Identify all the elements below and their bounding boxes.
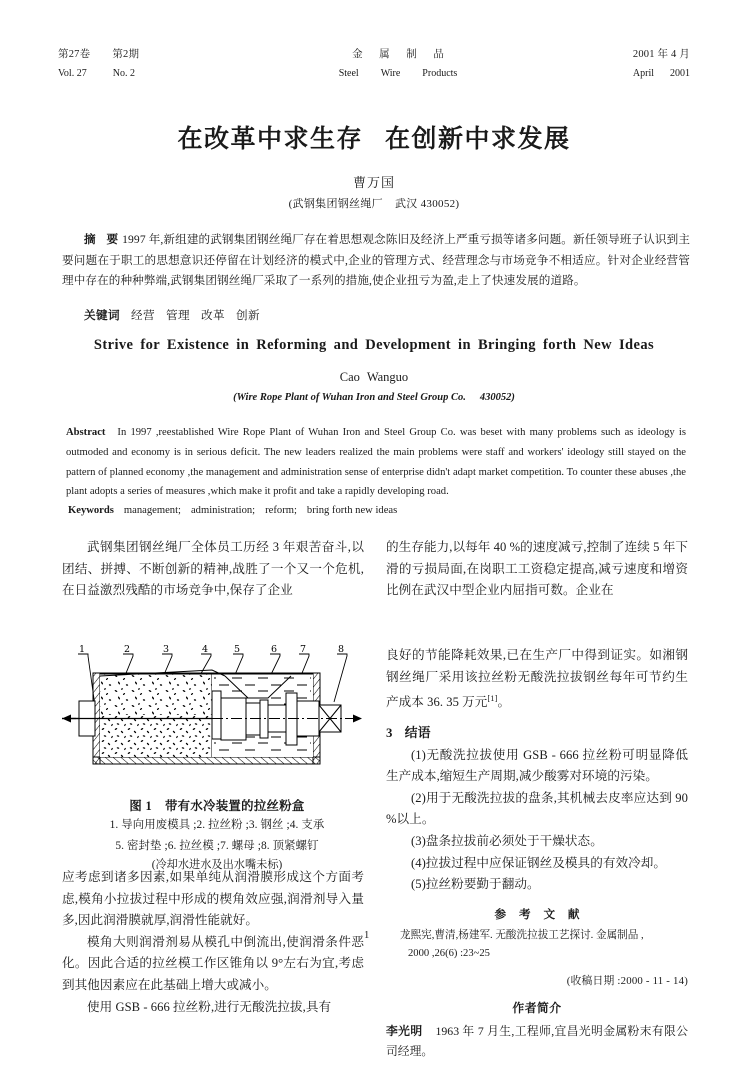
figure-powder-chamber	[100, 674, 212, 757]
paragraph: 使用 GSB - 666 拉丝粉,进行无酸洗拉拔,具有	[87, 999, 332, 1014]
figure-support-plate	[212, 691, 221, 739]
svg-text:8: 8	[338, 644, 345, 655]
body-column-right-lower	[364, 645, 688, 1061]
conclusion-item: (5)拉丝粉要勤于翻动。	[411, 877, 540, 892]
keyword-cn-0: 经营	[130, 309, 155, 322]
author-bio-heading: 作者简介	[512, 1000, 562, 1015]
paragraph-text: 良好的节能降耗效果,已在生产厂中得到证实。如湘钢钢丝绳厂采用该拉丝粉无酸洗拉拔钢丝每年可节约生产成本 36. 35 万元	[386, 648, 688, 710]
masthead-date-cn: 2001 年 4 月	[632, 49, 690, 60]
figure-caption	[62, 796, 372, 814]
body-column-left-lower	[62, 867, 364, 1018]
author-name-cn: 曹万国	[352, 175, 395, 190]
svg-text:1: 1	[79, 644, 86, 655]
masthead-journal-en-line	[308, 68, 488, 79]
reference-text: 龙熙宪,曹清,杨建军. 无酸洗拉拔工艺探讨. 金属制品 ,	[400, 930, 644, 942]
keyword-cn-2: 改革	[200, 309, 225, 322]
abstract-cn-body: 1997 年,新组建的武钢集团钢丝绳厂存在着思想观念陈旧及经济上严重亏损等诸多问题。新任领导班子认识到主要问题在于职工的思想意识还停留在计划经济的模式中,企业的管理方式、经营理念与市场竞争不相适应。针对企业经营管理中存在的种种弊端,武钢集团钢丝绳厂采取了一系列的措施,使企业扭亏为盈,走上了快速发展的道路。	[62, 233, 691, 287]
affiliation-en-org: (Wire Rope Plant of Wuhan Iron and Steel Group Co.	[233, 392, 466, 403]
abstract-en	[66, 423, 686, 502]
section-heading-conclusion	[386, 723, 688, 745]
figure-1-drawing	[62, 643, 372, 791]
received-date: (收稿日期 :2000 - 11 - 14)	[566, 975, 688, 988]
conclusion-item: (2)用于无酸洗拉拔的盘条,其机械去皮率应达到 90 %以上。	[386, 790, 688, 827]
masthead-date-en-line	[490, 68, 690, 79]
affiliation-cn-org: (武钢集团钢丝绳厂	[288, 198, 383, 210]
masthead-date-en-year: 2001	[670, 68, 690, 79]
paragraph: 的生存能力,以每年 40 %的速度减亏,控制了连续 5 年下滑的亏损局面,在岗职工工资稳定提高,减亏速度和增资比例在武汉中型企业内屈指可数。企业在	[386, 540, 688, 598]
affiliation-en-postcode: 430052)	[479, 392, 515, 403]
page-title-part2: 在创新中求发展	[385, 124, 571, 153]
figure-legend-line-1: 1. 导向用废模具 ;2. 拉丝粉 ;3. 钢丝 ;4. 支承	[109, 819, 325, 831]
author-name-en: Cao Wanguo	[339, 370, 409, 384]
keyword-en-0: management;	[123, 505, 181, 516]
affiliation-en	[0, 392, 748, 403]
figure-callout-labels	[79, 644, 344, 655]
masthead-journal-en-3: Products	[422, 68, 458, 79]
masthead-journal-cn: 金 属 制 品	[352, 49, 451, 60]
affiliation-cn	[0, 195, 748, 211]
masthead-issue-en: No. 2	[112, 68, 135, 79]
figure-legend-line-2: 5. 密封垫 ;6. 拉丝模 ;7. 螺母 ;8. 顶紧螺钉	[115, 839, 319, 852]
keyword-cn-3: 创新	[235, 309, 260, 322]
abstract-cn	[62, 230, 690, 292]
page-title	[0, 119, 748, 155]
keywords-en-label: Keywords	[68, 505, 114, 516]
masthead-volume-block	[58, 46, 139, 79]
reference-item-continuation: 2000 ,26(6) :23~25	[408, 948, 490, 960]
paragraph	[386, 645, 688, 714]
masthead-journal-en-2: Wire	[380, 68, 401, 79]
masthead-volume-cn-line	[58, 46, 139, 61]
keyword-cn-1: 管理	[165, 309, 190, 322]
paragraph: 应考虑到诸多因素,如果单纯从润滑膜形成这个方面考虑,模角小拉拔过程中形成的楔角效应强,润滑剂导入量多,因此润滑膜就厚,润滑性能就好。	[62, 870, 364, 928]
author-bio-name: 李光明	[386, 1023, 423, 1038]
abstract-cn-label: 摘 要	[84, 233, 123, 246]
paragraph-terminator: 。	[497, 695, 511, 710]
svg-text:3: 3	[163, 644, 170, 655]
svg-text:6: 6	[271, 644, 278, 655]
svg-text:5: 5	[234, 644, 241, 655]
keywords-en	[68, 501, 688, 521]
section-title: 结语	[404, 725, 431, 740]
masthead	[58, 46, 690, 88]
page-title-part1: 在改革中求生存	[177, 124, 363, 153]
abstract-en-body: In 1997 ,reestablished Wire Rope Plant of Wuhan Iron and Steel Group Co. was beset with many problems such as ideology is outmoded and economy is in serious deficit. The new leaders realized the main problems were staff and workers' ideology still stayed on the pattern of planned economy ,the management and administration sense of enterprise didn't adapt market competition. To counter these abuses ,the plant adopts a series of measures ,which make it profit and take a rapidly developing road.	[66, 427, 686, 498]
reference-item	[364, 927, 688, 945]
body-column-right	[386, 537, 688, 602]
conclusion-item: (3)盘条拉拔前必须处于干燥状态。	[411, 833, 603, 848]
affiliation-cn-city: 武汉 430052)	[394, 198, 460, 210]
keyword-en-3: bring forth new ideas	[306, 505, 398, 516]
masthead-journal-en-1: Steel	[338, 68, 359, 79]
svg-text:4: 4	[202, 644, 209, 655]
masthead-issue-cn: 第2期	[112, 49, 140, 60]
figure-caption-text: 带有水冷装置的拉丝粉盒	[164, 799, 305, 813]
paragraph: 模角大则润滑剂易从模孔中倒流出,使润滑条件恶化。因此合适的拉丝模工作区锥角以 9°左右为宜,考虑到其他因素应在此基础上增大或减小。	[62, 934, 364, 992]
masthead-journal-block	[308, 46, 488, 79]
body-column-left	[62, 537, 364, 602]
reference-number: 1	[364, 930, 370, 942]
masthead-date-en-month: April	[632, 68, 654, 79]
reference-superscript: [1]	[487, 693, 498, 704]
masthead-volume-cn: 第27卷	[58, 49, 91, 60]
svg-text:2: 2	[124, 644, 131, 655]
keywords-cn	[62, 307, 712, 323]
conclusion-item: (1)无酸洗拉拔使用 GSB - 666 拉丝粉可明显降低生产成本,缩短生产周期,减少酸雾对环境的污染。	[386, 747, 688, 784]
figure-caption-label: 图 1	[129, 799, 152, 813]
keyword-en-1: administration;	[190, 505, 256, 516]
section-number: 3	[386, 725, 393, 740]
masthead-volume-en: Vol. 27	[58, 68, 87, 79]
figure-note: (冷却水进水及出水嘴未标)	[151, 859, 283, 871]
keywords-cn-label: 关键词	[84, 309, 120, 322]
references-heading: 参 考 文 献	[494, 907, 585, 921]
paragraph: 武钢集团钢丝绳厂全体员工历经 3 年艰苦奋斗,以团结、拼搏、不断创新的精神,战胜了一个又一个危机,在日益激烈残酷的市场竞争中,保存了企业	[62, 540, 364, 598]
figure-1	[62, 643, 372, 872]
page-title-en: Strive for Existence in Reforming and Development in Bringing forth New Ideas	[93, 337, 655, 353]
abstract-en-label: Abstract	[66, 427, 106, 438]
author-bio-text: 1963 年 7 月生,工程师,宜昌光明金属粉末有限公司经理。	[386, 1023, 688, 1058]
masthead-volume-en-line	[58, 68, 139, 79]
author-bio-body	[386, 1021, 688, 1061]
keyword-en-2: reform;	[265, 505, 297, 516]
conclusion-item: (4)拉拔过程中应保证钢丝及模具的有效冷却。	[411, 855, 667, 870]
svg-text:7: 7	[300, 644, 307, 655]
masthead-date-block	[490, 46, 690, 79]
